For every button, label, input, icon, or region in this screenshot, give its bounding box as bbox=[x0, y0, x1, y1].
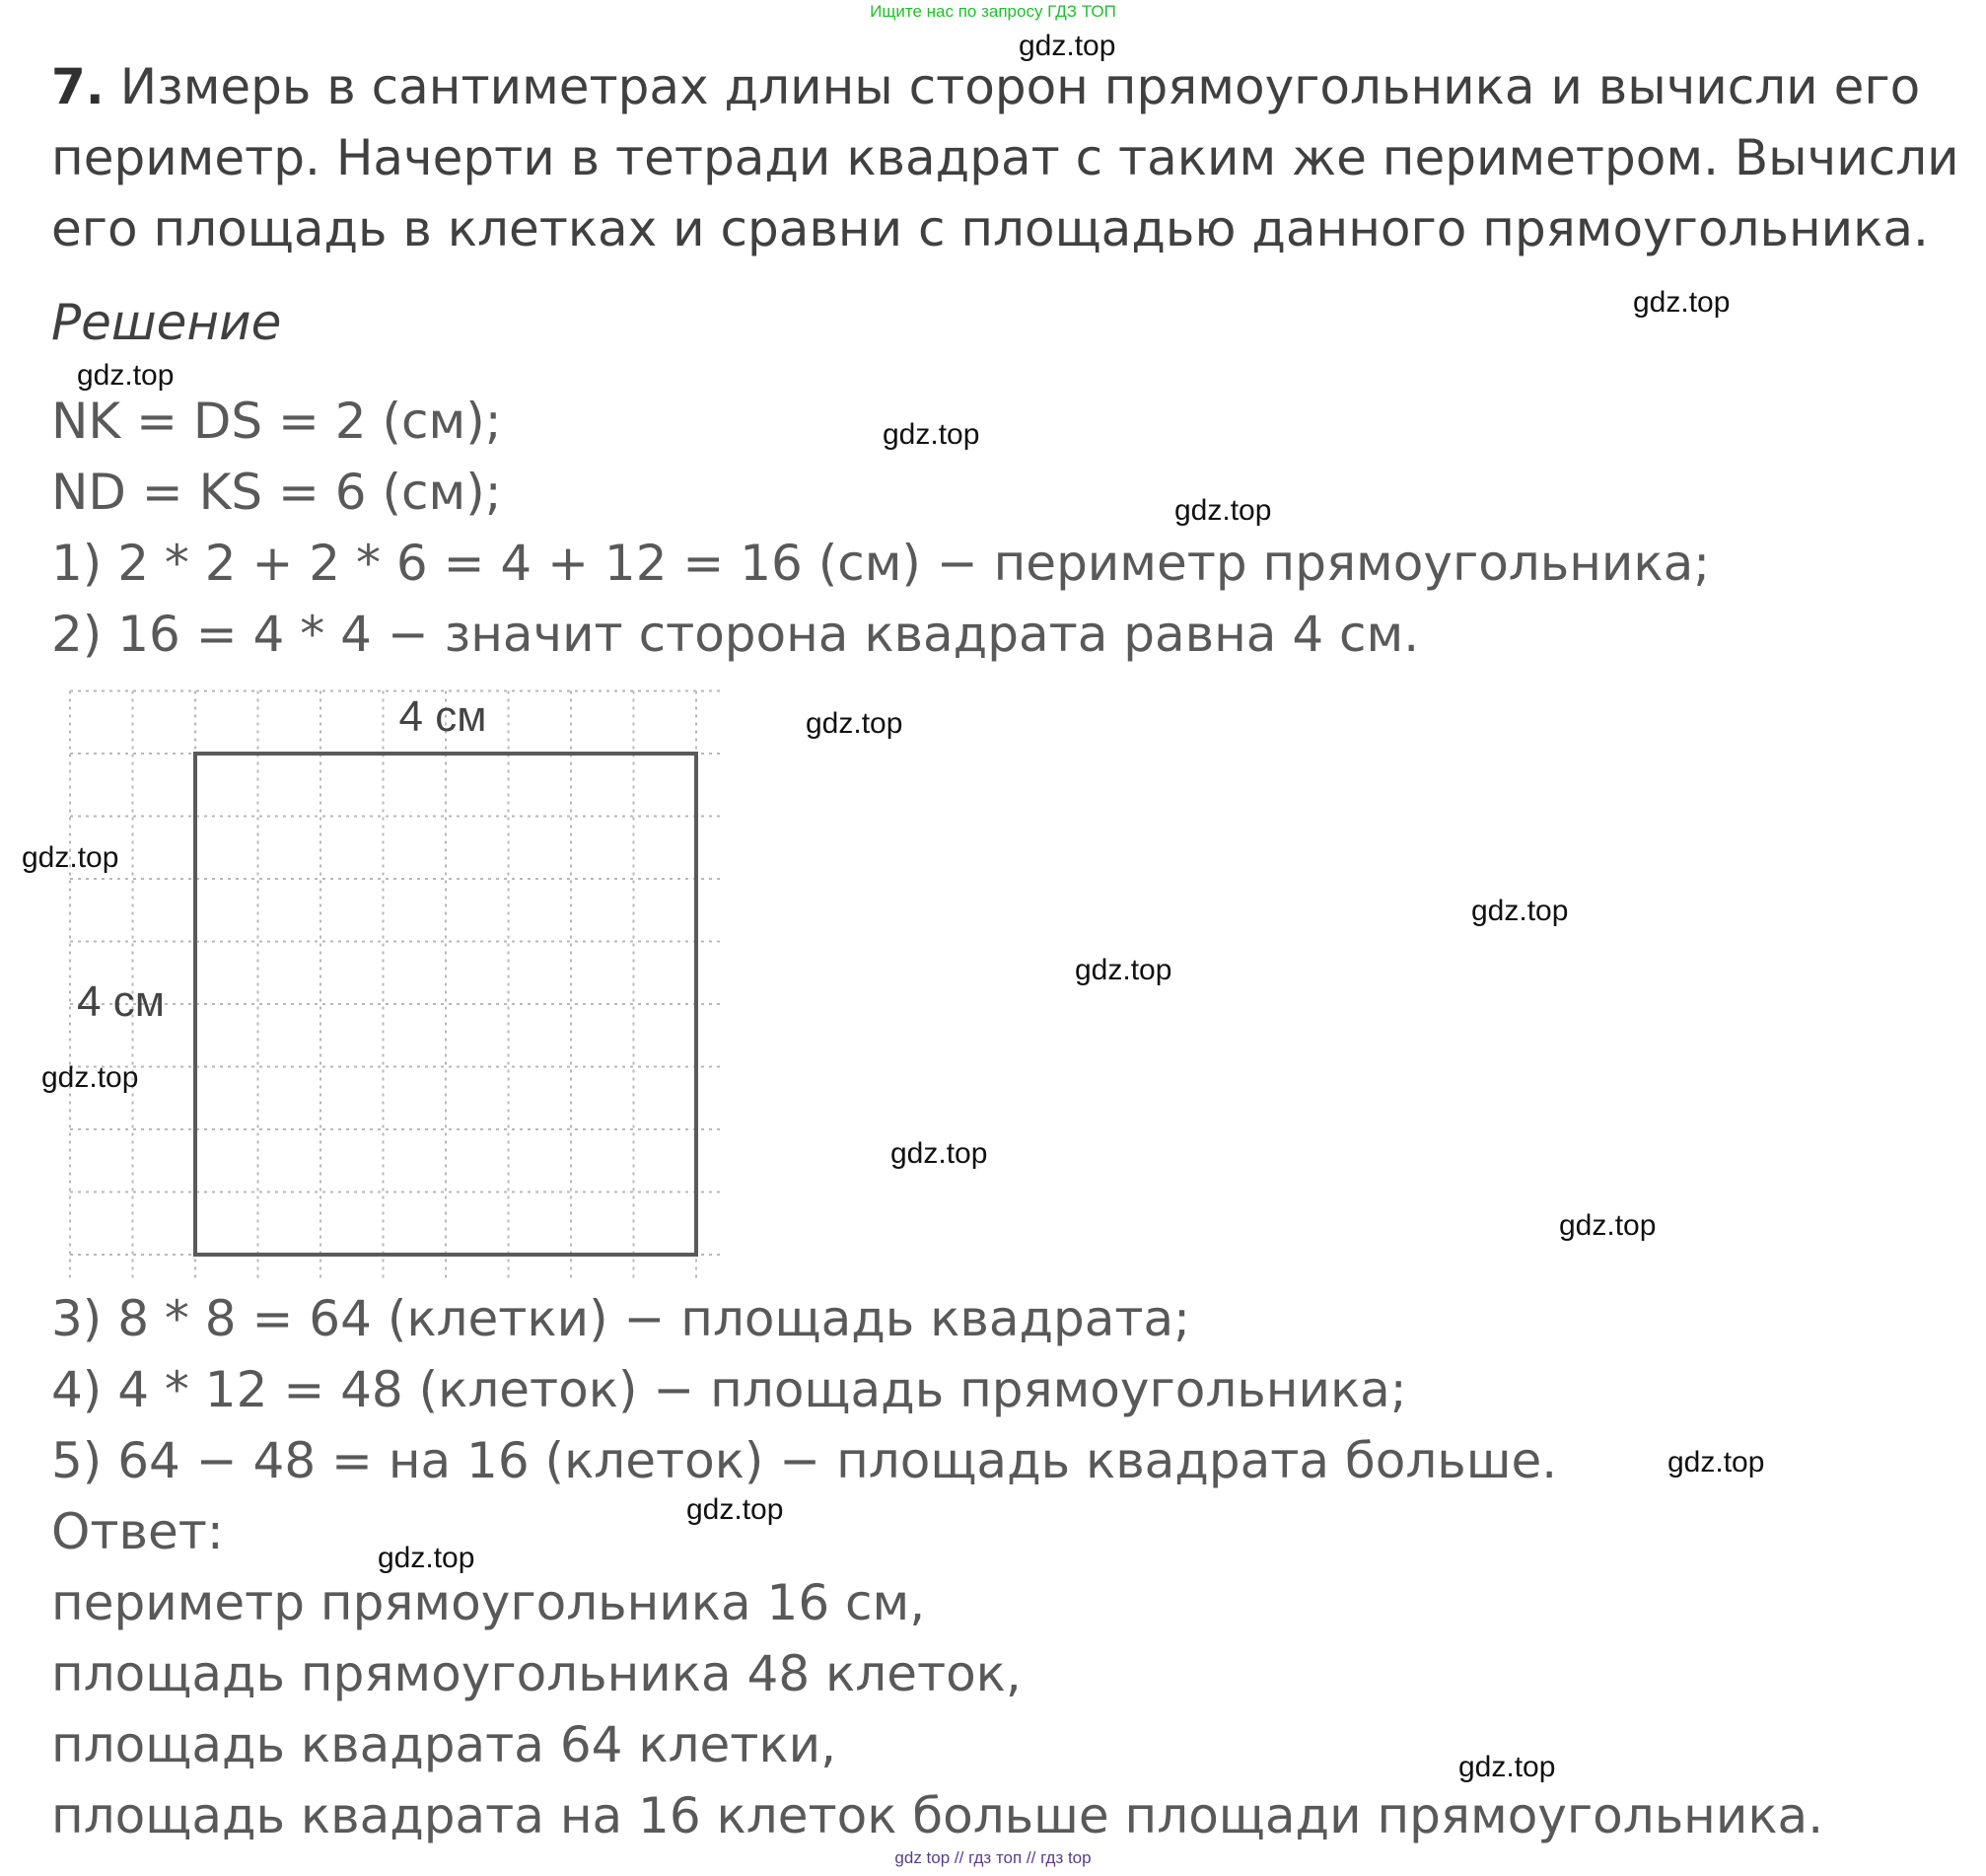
watermark: gdz.top bbox=[686, 1493, 784, 1526]
solution-line-4: 2) 16 = 4 * 4 − значит сторона квадрата равна 4 см. bbox=[51, 606, 1420, 663]
watermark: gdz.top bbox=[1559, 1209, 1657, 1242]
square-outline bbox=[195, 754, 696, 1255]
watermark: gdz.top bbox=[1019, 30, 1116, 62]
grid-paper bbox=[70, 691, 721, 1280]
solution-line-7: 5) 64 − 48 = на 16 (клеток) − площадь квадрата больше. bbox=[51, 1432, 1558, 1489]
watermark: gdz.top bbox=[1174, 494, 1272, 527]
watermark: gdz.top bbox=[1471, 895, 1569, 927]
watermark: gdz.top bbox=[22, 841, 119, 874]
solution-line-3: 1) 2 * 2 + 2 * 6 = 4 + 12 = 16 (см) − периметр прямоугольника; bbox=[51, 535, 1711, 592]
footer-links[interactable]: gdz top // гдз топ // гдз top bbox=[894, 1848, 1092, 1867]
answer-line-4: площадь квадрата на 16 клеток больше площади прямоугольника. bbox=[51, 1787, 1824, 1844]
solution-line-2: ND = KS = 6 (см); bbox=[51, 464, 502, 521]
left-side-label: 4 см bbox=[77, 977, 165, 1026]
watermark: gdz.top bbox=[77, 359, 175, 392]
watermark: gdz.top bbox=[1633, 286, 1731, 319]
task-body: Измерь в сантиметрах длины сторон прямоугольника и вычисли его периметр. Начерти в тетради квадрат с таким же периметром. Вычисли его площадь в клетках и сравни с площадью данного прямоугольника. bbox=[51, 58, 1959, 257]
watermark: gdz.top bbox=[1667, 1446, 1765, 1479]
solution-line-5: 3) 8 * 8 = 64 (клетки) − площадь квадрата; bbox=[51, 1290, 1191, 1347]
task-text bbox=[51, 51, 1964, 264]
top-banner[interactable]: Ищите нас по запросу ГДЗ ТОП bbox=[870, 2, 1116, 21]
watermark: gdz.top bbox=[806, 707, 903, 740]
watermark: gdz.top bbox=[1458, 1751, 1556, 1783]
solution-title: Решение bbox=[51, 294, 282, 351]
answer-line-1: периметр прямоугольника 16 см, bbox=[51, 1574, 926, 1631]
watermark: gdz.top bbox=[883, 418, 980, 451]
watermark: gdz.top bbox=[890, 1137, 988, 1170]
answer-line-3: площадь квадрата 64 клетки, bbox=[51, 1716, 836, 1773]
task-number: 7. bbox=[51, 58, 105, 115]
answer-line-2: площадь прямоугольника 48 клеток, bbox=[51, 1645, 1022, 1702]
solution-line-1: NK = DS = 2 (см); bbox=[51, 393, 502, 450]
watermark: gdz.top bbox=[378, 1542, 475, 1574]
answer-title: Ответ: bbox=[51, 1503, 224, 1560]
watermark: gdz.top bbox=[1075, 954, 1172, 986]
solution-line-6: 4) 4 * 12 = 48 (клеток) − площадь прямоугольника; bbox=[51, 1361, 1407, 1418]
top-side-label: 4 см bbox=[398, 692, 487, 741]
watermark: gdz.top bbox=[41, 1061, 139, 1094]
square-drawing bbox=[43, 679, 734, 1290]
